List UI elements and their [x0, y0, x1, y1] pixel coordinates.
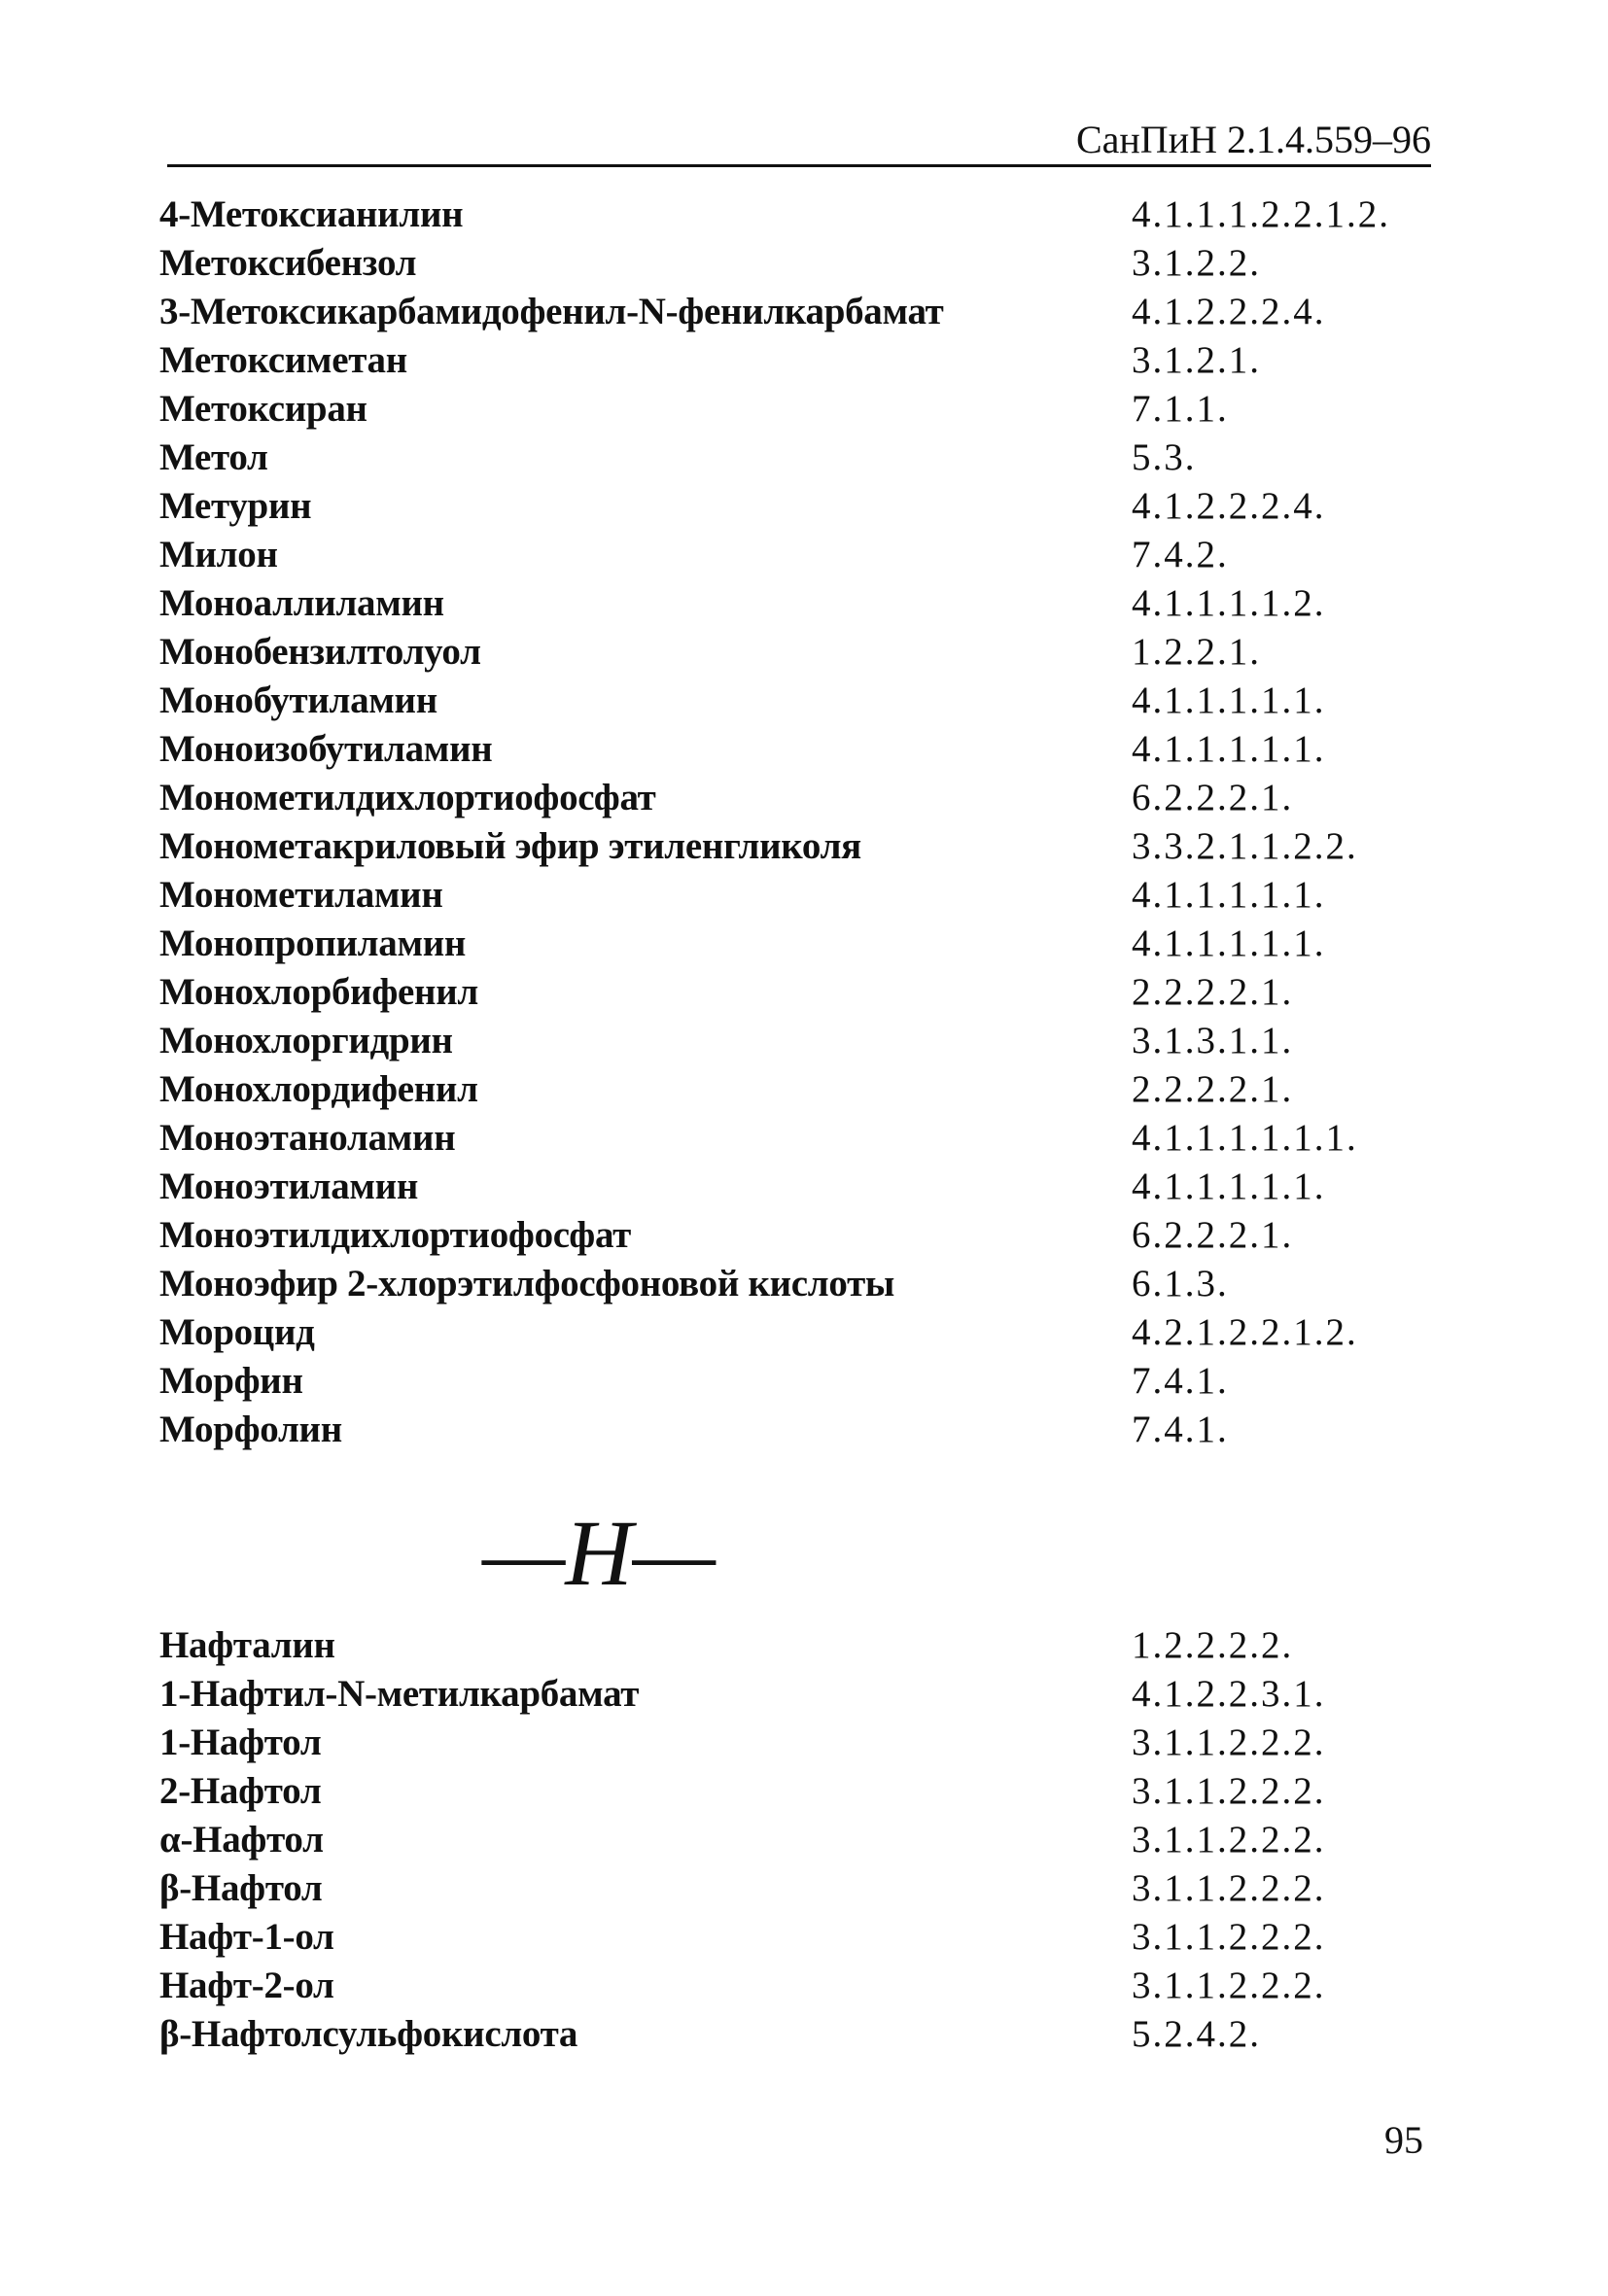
index-term: Монометакриловый эфир этиленгликоля: [159, 825, 861, 867]
index-entry: [159, 239, 1375, 288]
index-reference: 3.1.1.2.2.2.: [1132, 1819, 1326, 1861]
index-term: Моноэтаноламин: [159, 1117, 456, 1159]
index-entry: [159, 1406, 1375, 1454]
index-entry: [159, 968, 1375, 1017]
index-reference: 2.2.2.2.1.: [1132, 1068, 1294, 1110]
index-reference: 3.1.3.1.1.: [1132, 1020, 1294, 1061]
index-term: Монохлордифенил: [159, 1068, 478, 1110]
section-heading-n: —Н—: [481, 1501, 717, 1605]
index-reference: 5.3.: [1132, 436, 1197, 478]
index-term: Моноэтилдихлортиофосфат: [159, 1214, 631, 1256]
index-reference: 4.1.1.1.1.1.: [1132, 874, 1326, 916]
index-entry: [159, 1211, 1375, 1260]
index-term: Метол: [159, 436, 268, 478]
index-entry: [159, 1864, 1375, 1913]
index-entry: [159, 579, 1375, 628]
index-entry: [159, 1816, 1375, 1864]
index-entry: [159, 1913, 1375, 1962]
index-reference: 4.2.1.2.2.1.2.: [1132, 1311, 1358, 1353]
index-reference: 4.1.2.2.2.4.: [1132, 291, 1326, 332]
index-reference: 3.3.2.1.1.2.2.: [1132, 825, 1358, 867]
index-term: Монохлорбифенил: [159, 971, 478, 1013]
index-term: 1-Нафтил-N-метилкарбамат: [159, 1673, 640, 1715]
index-entry: [159, 385, 1375, 434]
index-reference: 6.2.2.2.1.: [1132, 777, 1294, 818]
header-rule: [167, 164, 1431, 167]
index-term: Моноаллиламин: [159, 582, 444, 624]
index-entry: [159, 871, 1375, 920]
index-reference: 3.1.2.1.: [1132, 339, 1261, 381]
index-entry: [159, 1017, 1375, 1065]
index-reference: 4.1.1.1.1.2.: [1132, 582, 1326, 624]
index-term: Милон: [159, 534, 278, 575]
index-term: Монобензилтолуол: [159, 631, 481, 673]
index-entry: [159, 677, 1375, 725]
index-reference: 4.1.2.2.2.4.: [1132, 485, 1326, 527]
index-reference: 3.1.1.2.2.2.: [1132, 1916, 1326, 1958]
index-term: 3-Метоксикарбамидофенил-N-фенилкарбамат: [159, 291, 944, 332]
index-entry: [159, 434, 1375, 482]
index-term: Нафталин: [159, 1624, 335, 1666]
index-term: Монопропиламин: [159, 922, 467, 964]
index-term: Моноэфир 2-хлорэтилфосфоновой кислоты: [159, 1263, 895, 1305]
index-section-m: [159, 191, 1390, 1454]
index-reference: 6.2.2.2.1.: [1132, 1214, 1294, 1256]
index-term: Моноэтиламин: [159, 1165, 419, 1207]
index-reference: 3.1.1.2.2.2.: [1132, 1965, 1326, 2006]
index-entry: [159, 774, 1375, 822]
index-entry: [159, 1114, 1375, 1163]
index-entry: [159, 1621, 1375, 1670]
index-term: Монобутиламин: [159, 679, 437, 721]
index-term: Нафт-1-ол: [159, 1916, 334, 1958]
index-reference: 1.2.2.1.: [1132, 631, 1261, 673]
index-section-n: [159, 1621, 1375, 2059]
index-term: β-Нафтолсульфокислота: [159, 2013, 578, 2055]
index-term: Метоксибензол: [159, 242, 417, 284]
index-reference: 7.4.2.: [1132, 534, 1229, 575]
index-reference: 3.1.1.2.2.2.: [1132, 1867, 1326, 1909]
index-term: 4-Метоксианилин: [159, 193, 464, 235]
index-term: Метурин: [159, 485, 312, 527]
index-reference: 3.1.1.2.2.2.: [1132, 1722, 1326, 1763]
index-reference: 5.2.4.2.: [1132, 2013, 1261, 2055]
index-entry: [159, 2010, 1375, 2059]
index-term: Морфолин: [159, 1409, 342, 1450]
index-reference: 1.2.2.2.2.: [1132, 1624, 1294, 1666]
document-code: СанПиН 2.1.4.559–96: [1075, 118, 1431, 161]
index-term: Монометиламин: [159, 874, 443, 916]
index-entry: [159, 482, 1375, 531]
index-entry: [159, 1719, 1375, 1767]
index-entry: [159, 1767, 1375, 1816]
index-reference: 3.1.1.2.2.2.: [1132, 1770, 1326, 1812]
index-reference: 3.1.2.2.: [1132, 242, 1261, 284]
index-term: Монохлоргидрин: [159, 1020, 453, 1061]
index-entry: [159, 725, 1375, 774]
index-reference: 2.2.2.2.1.: [1132, 971, 1294, 1013]
index-reference: 4.1.1.1.1.1.: [1132, 1165, 1326, 1207]
index-reference: 4.1.1.1.1.1.: [1132, 922, 1326, 964]
index-entry: [159, 1163, 1375, 1211]
index-term: Метоксиметан: [159, 339, 407, 381]
index-term: Моноизобутиламин: [159, 728, 493, 770]
page-number: 95: [1384, 2118, 1423, 2162]
index-reference: 4.1.2.2.3.1.: [1132, 1673, 1326, 1715]
index-entry: [159, 1670, 1375, 1719]
index-entry: [159, 1308, 1375, 1357]
index-term: 1-Нафтол: [159, 1722, 322, 1763]
index-reference: 4.1.1.1.2.2.1.2.: [1132, 193, 1390, 235]
index-term: Мороцид: [159, 1311, 315, 1353]
index-entry: [159, 628, 1375, 677]
index-term: β-Нафтол: [159, 1867, 323, 1909]
index-term: Морфин: [159, 1360, 303, 1402]
index-entry: [159, 1065, 1375, 1114]
index-entry: [159, 288, 1375, 336]
index-entry: [159, 822, 1375, 871]
index-term: Метоксиран: [159, 388, 367, 430]
running-header: [167, 115, 1431, 167]
index-entry: [159, 920, 1375, 968]
index-term: Нафт-2-ол: [159, 1965, 334, 2006]
index-term: Монометилдихлортиофосфат: [159, 777, 656, 818]
index-reference: 7.1.1.: [1132, 388, 1229, 430]
index-entry: [159, 1357, 1375, 1406]
index-term: α-Нафтол: [159, 1819, 324, 1861]
index-entry: [159, 1260, 1375, 1308]
index-reference: 7.4.1.: [1132, 1360, 1229, 1402]
index-entry: [159, 336, 1375, 385]
index-reference: 7.4.1.: [1132, 1409, 1229, 1450]
index-reference: 4.1.1.1.1.1.: [1132, 679, 1326, 721]
index-entry: [159, 1962, 1375, 2010]
index-reference: 4.1.1.1.1.1.: [1132, 728, 1326, 770]
index-entry: [159, 531, 1375, 579]
index-entry: [159, 191, 1390, 239]
index-term: 2-Нафтол: [159, 1770, 322, 1812]
index-reference: 4.1.1.1.1.1.1.: [1132, 1117, 1358, 1159]
index-reference: 6.1.3.: [1132, 1263, 1229, 1305]
